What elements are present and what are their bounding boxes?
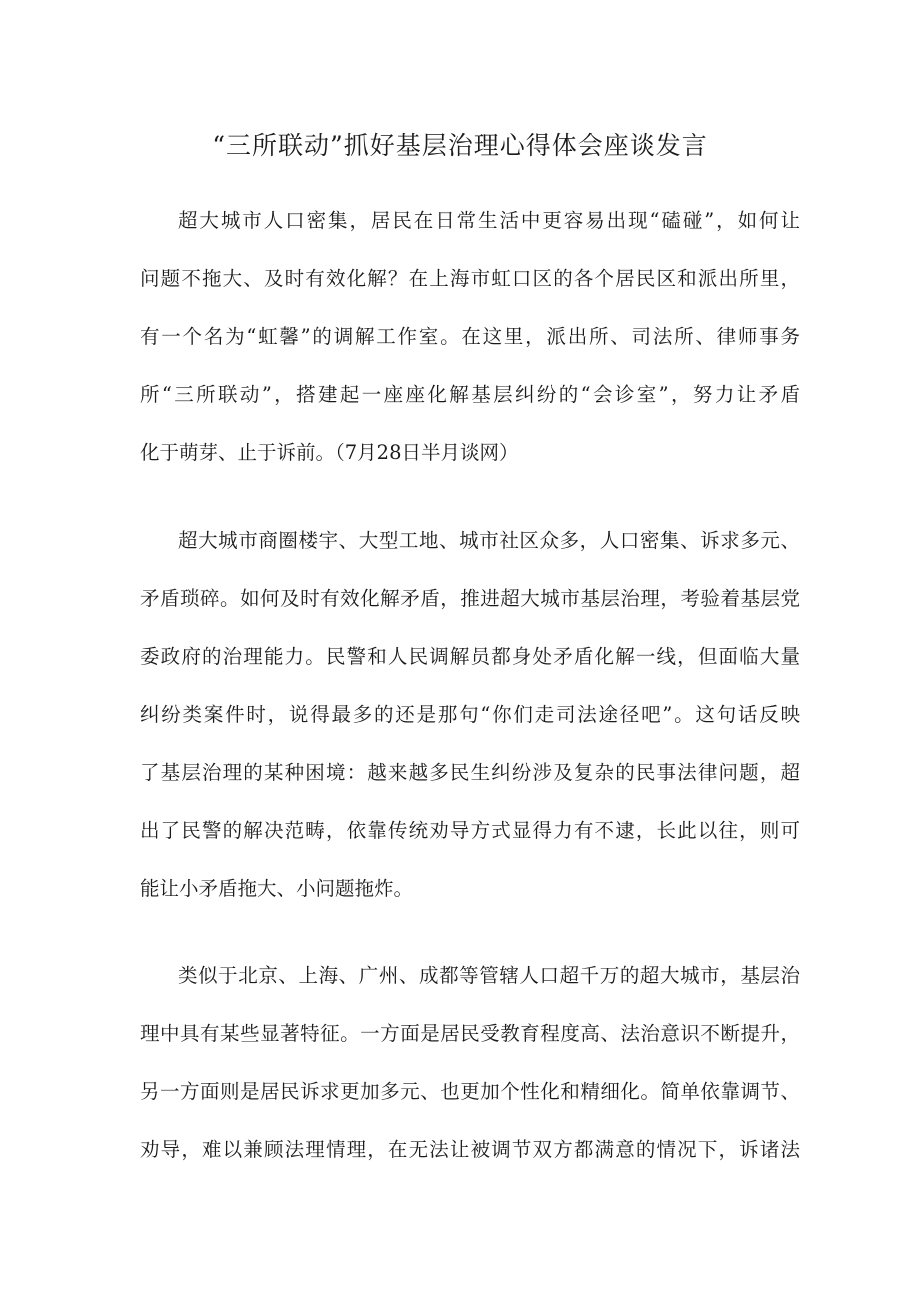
document-title: “三所联动”抓好基层治理心得体会座谈发言 bbox=[212, 131, 708, 160]
paragraph-line: 类似于北京、上海、广州、成都等管辖人口超千万的超大城市，基层治 bbox=[178, 964, 800, 987]
paragraph-line: 了基层治理的某种困境：越来越多民生纠纷涉及复杂的民事法律问题，超 bbox=[140, 761, 800, 784]
paragraph-line: 另一方面则是居民诉求更加多元、也更加个性化和精细化。简单依靠调节、 bbox=[140, 1080, 800, 1103]
paragraph-3 bbox=[140, 947, 800, 1179]
paragraph-line: 委政府的治理能力。民警和人民调解员都身处矛盾化解一线，但面临大量 bbox=[140, 645, 800, 668]
paragraph-line: 理中具有某些显著特征。一方面是居民受教育程度高、法治意识不断提升， bbox=[140, 1022, 800, 1045]
paragraph-line: 超大城市人口密集，居民在日常生活中更容易出现“磕碰”，如何让 bbox=[178, 209, 800, 232]
paragraph-line: 出了民警的解决范畴，依靠传统劝导方式显得力有不逮，长此以往，则可 bbox=[140, 819, 800, 842]
paragraph-1 bbox=[140, 192, 800, 482]
paragraph-line: 超大城市商圈楼宇、大型工地、城市社区众多，人口密集、诉求多元、 bbox=[178, 529, 800, 552]
paragraph-line: 所“三所联动”，搭建起一座座化解基层纠纷的“会诊室”，努力让矛盾 bbox=[140, 383, 800, 406]
paragraph-line: 纠纷类案件时，说得最多的还是那句“你们走司法途径吧”。这句话反映 bbox=[140, 703, 800, 726]
paragraph-line: 能让小矛盾拖大、小问题拖炸。 bbox=[140, 877, 414, 900]
paragraph-line: 问题不拖大、及时有效化解？在上海市虹口区的各个居民区和派出所里， bbox=[140, 267, 800, 290]
paragraph-line: 有一个名为“虹馨”的调解工作室。在这里，派出所、司法所、律师事务 bbox=[140, 325, 800, 348]
paragraph-line: 化于萌芽、止于诉前。（7月28日半月谈网） bbox=[140, 441, 519, 464]
paragraph-2 bbox=[140, 512, 800, 918]
paragraph-line: 劝导，难以兼顾法理情理，在无法让被调节双方都满意的情况下，诉诸法 bbox=[140, 1138, 800, 1161]
paragraph-line: 矛盾琐碎。如何及时有效化解矛盾，推进超大城市基层治理，考验着基层党 bbox=[140, 587, 800, 610]
